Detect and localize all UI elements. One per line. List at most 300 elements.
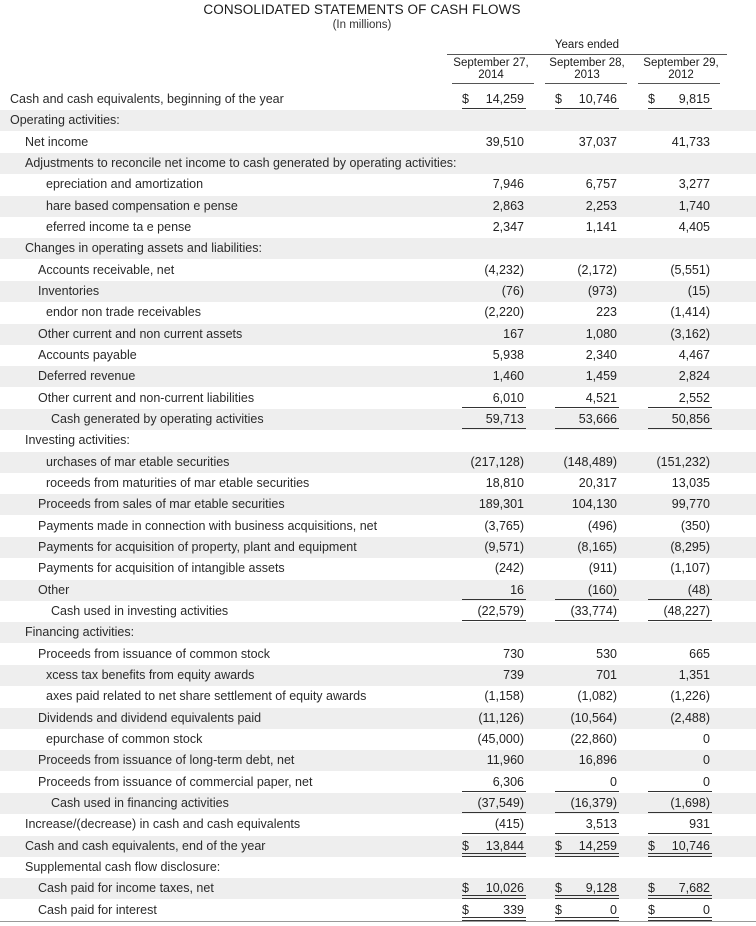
row-label: hare based compensation e pense bbox=[46, 198, 238, 213]
table-row bbox=[0, 644, 756, 665]
cell-value: 1,740 bbox=[678, 198, 710, 213]
cell-value: (415) bbox=[494, 817, 524, 832]
value-cell bbox=[555, 196, 617, 217]
cell-value: 11,960 bbox=[486, 753, 524, 768]
table-row bbox=[0, 537, 756, 558]
column-header-date: September 29, bbox=[643, 57, 719, 69]
row-label: Payments made in connection with business acquisitions, net bbox=[38, 518, 378, 533]
cell-value: 0 bbox=[610, 902, 617, 917]
cell-value: (973) bbox=[587, 284, 617, 298]
value-cell bbox=[648, 772, 710, 793]
cell-value: (3,765) bbox=[484, 518, 524, 533]
value-cell bbox=[555, 580, 617, 601]
value-cell bbox=[648, 430, 710, 451]
column-header-date: September 28, bbox=[549, 57, 625, 69]
value-cell bbox=[462, 793, 524, 814]
cell-value: 339 bbox=[503, 902, 524, 917]
table-row bbox=[0, 153, 756, 174]
cell-value: 104,130 bbox=[571, 497, 617, 512]
cell-value: 167 bbox=[503, 326, 524, 341]
dollar-sign: $ bbox=[555, 902, 562, 917]
cell-value: (1,158) bbox=[484, 689, 524, 704]
row-label: Cash and cash equivalents, end of the year bbox=[25, 838, 266, 853]
table-row bbox=[0, 409, 756, 430]
value-cell bbox=[555, 622, 617, 643]
value-cell bbox=[462, 302, 524, 323]
cell-value: 13,035 bbox=[671, 475, 710, 490]
value-cell bbox=[648, 814, 710, 835]
dollar-sign: $ bbox=[462, 902, 469, 917]
table-row bbox=[0, 260, 756, 281]
value-cell bbox=[648, 260, 710, 281]
table-row bbox=[0, 281, 756, 302]
cell-value: (242) bbox=[494, 561, 524, 576]
row-label: epreciation and amortization bbox=[46, 177, 204, 192]
cell-value: 701 bbox=[596, 667, 617, 682]
row-label: Accounts receivable, net bbox=[38, 262, 175, 277]
cell-value: 2,340 bbox=[585, 348, 617, 362]
value-cell bbox=[648, 473, 710, 494]
row-label: urchases of mar etable securities bbox=[46, 454, 230, 469]
table-row bbox=[0, 772, 756, 793]
value-cell bbox=[648, 537, 710, 558]
value-cell bbox=[555, 110, 617, 131]
years-ended-rule bbox=[447, 54, 727, 55]
value-cell bbox=[462, 196, 524, 217]
value-cell bbox=[555, 409, 617, 430]
table-row bbox=[0, 302, 756, 323]
dollar-sign: $ bbox=[462, 92, 469, 106]
value-cell bbox=[462, 750, 524, 771]
cell-value: 59,713 bbox=[485, 411, 524, 426]
cell-value: 665 bbox=[689, 646, 710, 661]
cell-value: 4,467 bbox=[678, 348, 710, 362]
value-cell bbox=[648, 153, 710, 174]
cell-value: 10,026 bbox=[485, 881, 524, 896]
cell-value: 3,513 bbox=[585, 817, 617, 832]
value-cell bbox=[555, 430, 617, 451]
row-label: Payments for acquisition of property, plant and equipment bbox=[38, 539, 357, 554]
value-cell bbox=[555, 153, 617, 174]
value-cell bbox=[555, 857, 617, 878]
cell-value: (350) bbox=[680, 518, 710, 533]
value-cell bbox=[648, 857, 710, 878]
cell-value: 6,010 bbox=[492, 390, 524, 405]
table-row bbox=[0, 750, 756, 771]
cell-value: 14,259 bbox=[578, 838, 617, 853]
cell-value: (4,232) bbox=[484, 262, 524, 277]
column-header-year: 2012 bbox=[668, 68, 694, 81]
row-label: Accounts payable bbox=[38, 348, 137, 362]
dollar-sign: $ bbox=[648, 838, 655, 853]
table-row bbox=[0, 110, 756, 131]
value-cell bbox=[555, 793, 617, 814]
cell-value: 4,405 bbox=[678, 220, 710, 234]
value-cell bbox=[555, 302, 617, 323]
row-label: Cash generated by operating activities bbox=[51, 411, 264, 426]
value-cell bbox=[462, 537, 524, 558]
row-label: Cash paid for income taxes, net bbox=[38, 881, 214, 896]
table-row bbox=[0, 388, 756, 409]
cell-value: (1,107) bbox=[670, 561, 710, 576]
table-row bbox=[0, 217, 756, 238]
cell-value: 1,459 bbox=[585, 369, 617, 384]
value-cell bbox=[462, 878, 524, 899]
value-cell bbox=[462, 772, 524, 793]
cell-value: 1,460 bbox=[492, 369, 524, 384]
cell-value: 223 bbox=[596, 305, 617, 320]
cell-value: (22,579) bbox=[477, 603, 524, 618]
cell-value: 9,128 bbox=[585, 881, 617, 896]
value-cell bbox=[648, 388, 710, 409]
value-cell bbox=[555, 132, 617, 153]
dollar-sign: $ bbox=[555, 838, 562, 853]
value-cell bbox=[648, 900, 710, 921]
cell-value: (5,551) bbox=[670, 262, 710, 277]
value-cell bbox=[555, 729, 617, 750]
table-row bbox=[0, 452, 756, 473]
dollar-sign: $ bbox=[462, 838, 469, 853]
value-cell bbox=[555, 174, 617, 195]
cell-value: 7,946 bbox=[492, 177, 524, 192]
value-cell bbox=[555, 558, 617, 579]
column-header-year: 2013 bbox=[574, 68, 600, 81]
cell-value: 16,896 bbox=[578, 753, 617, 768]
row-label: Inventories bbox=[38, 284, 100, 298]
table-row bbox=[0, 900, 756, 921]
value-cell bbox=[555, 473, 617, 494]
table-row bbox=[0, 814, 756, 835]
cell-value: 50,856 bbox=[671, 411, 710, 426]
cell-value: (48,227) bbox=[663, 603, 710, 618]
value-cell bbox=[462, 110, 524, 131]
dollar-sign: $ bbox=[648, 92, 655, 106]
table-row bbox=[0, 345, 756, 366]
column-header-year: 2014 bbox=[478, 68, 504, 81]
table-row bbox=[0, 836, 756, 857]
cell-value: 14,259 bbox=[485, 92, 524, 106]
cell-value: 18,810 bbox=[485, 475, 524, 490]
value-cell bbox=[648, 601, 710, 622]
value-cell bbox=[462, 430, 524, 451]
table-row bbox=[0, 601, 756, 622]
table-row bbox=[0, 580, 756, 601]
row-label: Adjustments to reconcile net income to cash generated by operating activities: bbox=[25, 156, 457, 170]
row-label: roceeds from maturities of mar etable securities bbox=[46, 475, 310, 490]
value-cell bbox=[462, 494, 524, 515]
cell-value: 2,824 bbox=[678, 369, 710, 384]
cell-value: (9,571) bbox=[484, 539, 524, 554]
cell-value: 41,733 bbox=[671, 134, 710, 149]
row-label: Supplemental cash flow disclosure: bbox=[25, 859, 221, 874]
value-cell bbox=[462, 473, 524, 494]
row-label: Payments for acquisition of intangible assets bbox=[38, 561, 285, 576]
row-label: Operating activities: bbox=[10, 113, 120, 128]
table-row bbox=[0, 708, 756, 729]
value-cell bbox=[555, 324, 617, 345]
value-cell bbox=[462, 665, 524, 686]
row-label: Net income bbox=[25, 134, 89, 149]
value-cell bbox=[648, 580, 710, 601]
cell-value: 730 bbox=[503, 646, 524, 661]
statement-title: CONSOLIDATED STATEMENTS OF CASH FLOWS bbox=[203, 2, 521, 17]
value-cell bbox=[555, 537, 617, 558]
value-cell bbox=[555, 708, 617, 729]
cell-value: (1,414) bbox=[670, 305, 710, 320]
table-row bbox=[0, 686, 756, 707]
value-cell bbox=[648, 366, 710, 387]
value-cell bbox=[462, 857, 524, 878]
value-cell bbox=[648, 89, 710, 110]
value-cell bbox=[462, 388, 524, 409]
cell-value: 0 bbox=[703, 902, 710, 917]
value-cell bbox=[462, 708, 524, 729]
value-cell bbox=[648, 750, 710, 771]
row-label: Dividends and dividend equivalents paid bbox=[38, 710, 262, 725]
value-cell bbox=[555, 260, 617, 281]
cell-value: (1,226) bbox=[670, 689, 710, 704]
cell-value: (8,295) bbox=[670, 539, 710, 554]
value-cell bbox=[555, 89, 617, 110]
cell-value: (37,549) bbox=[477, 795, 524, 810]
cell-value: 37,037 bbox=[578, 134, 617, 149]
row-label: xcess tax benefits from equity awards bbox=[46, 667, 255, 682]
value-cell bbox=[648, 238, 710, 259]
value-cell bbox=[555, 836, 617, 857]
value-cell bbox=[648, 793, 710, 814]
value-cell bbox=[462, 89, 524, 110]
table-row bbox=[0, 89, 756, 110]
cell-value: (2,220) bbox=[484, 305, 524, 320]
value-cell bbox=[555, 452, 617, 473]
dollar-sign: $ bbox=[462, 881, 469, 896]
value-cell bbox=[648, 708, 710, 729]
value-cell bbox=[648, 217, 710, 238]
cell-value: 2,347 bbox=[492, 220, 524, 234]
value-cell bbox=[462, 622, 524, 643]
value-cell bbox=[462, 281, 524, 302]
table-row bbox=[0, 430, 756, 451]
page-bottom-rule bbox=[0, 921, 756, 922]
value-cell bbox=[462, 516, 524, 537]
cell-value: (76) bbox=[501, 284, 524, 298]
row-label: Changes in operating assets and liabilities: bbox=[25, 241, 262, 256]
value-cell bbox=[462, 644, 524, 665]
value-cell bbox=[648, 558, 710, 579]
value-cell bbox=[555, 644, 617, 665]
cell-value: (1,698) bbox=[670, 795, 710, 810]
cell-value: (11,126) bbox=[478, 710, 524, 725]
cell-value: 6,306 bbox=[492, 774, 524, 789]
table-row bbox=[0, 196, 756, 217]
value-cell bbox=[648, 665, 710, 686]
dollar-sign: $ bbox=[555, 92, 562, 106]
value-cell bbox=[555, 516, 617, 537]
value-cell bbox=[462, 324, 524, 345]
cell-value: 39,510 bbox=[485, 134, 524, 149]
statement-subtitle: (In millions) bbox=[332, 19, 392, 31]
value-cell bbox=[462, 238, 524, 259]
row-label: Proceeds from issuance of commercial paper, net bbox=[38, 774, 313, 789]
value-cell bbox=[648, 729, 710, 750]
cell-value: 16 bbox=[510, 582, 524, 597]
row-label: Other current and non current assets bbox=[38, 326, 243, 341]
cell-value: 739 bbox=[503, 667, 524, 682]
cell-value: 189,301 bbox=[478, 497, 524, 512]
value-cell bbox=[462, 260, 524, 281]
value-cell bbox=[648, 174, 710, 195]
value-cell bbox=[462, 345, 524, 366]
value-cell bbox=[648, 324, 710, 345]
row-label: Increase/(decrease) in cash and cash equivalents bbox=[25, 817, 301, 832]
value-cell bbox=[648, 409, 710, 430]
table-row bbox=[0, 174, 756, 195]
cell-value: 5,938 bbox=[492, 348, 524, 362]
value-cell bbox=[462, 601, 524, 622]
cell-value: (2,172) bbox=[577, 262, 617, 277]
value-cell bbox=[555, 601, 617, 622]
row-label: Proceeds from issuance of long-term debt, net bbox=[38, 753, 295, 768]
row-label: Other bbox=[38, 582, 70, 597]
value-cell bbox=[462, 452, 524, 473]
cell-value: 99,770 bbox=[671, 497, 710, 512]
value-cell bbox=[648, 196, 710, 217]
cell-value: (15) bbox=[687, 284, 710, 298]
value-cell bbox=[462, 409, 524, 430]
column-header-rule bbox=[452, 83, 534, 84]
value-cell bbox=[648, 345, 710, 366]
table-row bbox=[0, 665, 756, 686]
value-cell bbox=[462, 366, 524, 387]
value-cell bbox=[555, 388, 617, 409]
value-cell bbox=[648, 644, 710, 665]
table-row bbox=[0, 494, 756, 515]
row-label: epurchase of common stock bbox=[46, 731, 203, 746]
dollar-sign: $ bbox=[555, 881, 562, 896]
column-header-date: September 27, bbox=[453, 57, 529, 69]
value-cell bbox=[648, 281, 710, 302]
cell-value: (911) bbox=[588, 561, 617, 576]
cell-value: (22,860) bbox=[570, 731, 617, 746]
cell-value: (496) bbox=[587, 518, 617, 533]
value-cell bbox=[462, 580, 524, 601]
cell-value: 931 bbox=[689, 817, 710, 832]
value-cell bbox=[555, 772, 617, 793]
value-cell bbox=[648, 516, 710, 537]
table-row bbox=[0, 878, 756, 899]
cell-value: 1,141 bbox=[585, 220, 617, 234]
value-cell bbox=[555, 900, 617, 921]
value-cell bbox=[648, 110, 710, 131]
cell-value: (45,000) bbox=[477, 731, 524, 746]
cell-value: 0 bbox=[703, 774, 710, 789]
value-cell bbox=[462, 217, 524, 238]
cell-value: (151,232) bbox=[656, 454, 710, 469]
value-cell bbox=[648, 878, 710, 899]
row-label: Deferred revenue bbox=[38, 369, 136, 384]
table-row bbox=[0, 324, 756, 345]
row-label: Proceeds from sales of mar etable securities bbox=[38, 497, 285, 512]
value-cell bbox=[555, 814, 617, 835]
cell-value: 10,746 bbox=[578, 92, 617, 106]
table-row bbox=[0, 516, 756, 537]
value-cell bbox=[555, 665, 617, 686]
cell-value: 2,552 bbox=[678, 390, 710, 405]
table-row bbox=[0, 473, 756, 494]
row-label: Investing activities: bbox=[25, 433, 130, 448]
table-row bbox=[0, 366, 756, 387]
cell-value: (2,488) bbox=[670, 710, 710, 725]
cell-value: (10,564) bbox=[570, 710, 617, 725]
cell-value: 3,277 bbox=[678, 177, 710, 192]
cell-value: 13,844 bbox=[485, 838, 524, 853]
value-cell bbox=[462, 132, 524, 153]
cell-value: 6,757 bbox=[585, 177, 617, 192]
cell-value: 20,317 bbox=[578, 475, 617, 490]
cell-value: 1,080 bbox=[585, 326, 617, 341]
table-row bbox=[0, 132, 756, 153]
row-label: Cash and cash equivalents, beginning of the year bbox=[10, 92, 284, 106]
column-header-rule bbox=[545, 83, 627, 84]
cell-value: 7,682 bbox=[678, 881, 710, 896]
row-label: eferred income ta e pense bbox=[46, 220, 192, 234]
cell-value: 2,863 bbox=[492, 198, 524, 213]
value-cell bbox=[462, 814, 524, 835]
value-cell bbox=[462, 153, 524, 174]
table-row bbox=[0, 793, 756, 814]
cell-value: (160) bbox=[587, 582, 617, 597]
row-label: axes paid related to net share settlement of equity awards bbox=[46, 689, 367, 704]
value-cell bbox=[462, 174, 524, 195]
cell-value: (8,165) bbox=[577, 539, 617, 554]
value-cell bbox=[648, 686, 710, 707]
row-label: Other current and non-current liabilities bbox=[38, 390, 255, 405]
row-label: Cash used in investing activities bbox=[51, 603, 229, 618]
cell-value: (33,774) bbox=[570, 603, 617, 618]
table-row bbox=[0, 622, 756, 643]
column-header-2012 bbox=[637, 58, 725, 81]
cell-value: (148,489) bbox=[563, 454, 617, 469]
value-cell bbox=[555, 750, 617, 771]
row-label: Cash used in financing activities bbox=[51, 795, 229, 810]
cell-value: (217,128) bbox=[470, 454, 524, 469]
row-label: Proceeds from issuance of common stock bbox=[38, 646, 271, 661]
value-cell bbox=[555, 878, 617, 899]
years-ended-header: Years ended bbox=[554, 39, 620, 51]
cell-value: (1,082) bbox=[577, 689, 617, 704]
cell-value: 0 bbox=[703, 753, 710, 768]
cell-value: 53,666 bbox=[578, 411, 617, 426]
column-header-2014 bbox=[447, 58, 535, 81]
cell-value: 2,253 bbox=[585, 198, 617, 213]
value-cell bbox=[648, 132, 710, 153]
value-cell bbox=[555, 281, 617, 302]
cell-value: (48) bbox=[687, 582, 710, 597]
cell-value: 0 bbox=[703, 731, 710, 746]
cell-value: (16,379) bbox=[570, 795, 617, 810]
value-cell bbox=[555, 686, 617, 707]
row-label: endor non trade receivables bbox=[46, 305, 201, 320]
cell-value: 4,521 bbox=[585, 390, 617, 405]
cell-value: (3,162) bbox=[670, 326, 710, 341]
value-cell bbox=[648, 622, 710, 643]
value-cell bbox=[555, 238, 617, 259]
cell-value: 530 bbox=[596, 646, 617, 661]
table-row bbox=[0, 729, 756, 750]
cell-value: 0 bbox=[610, 774, 617, 789]
dollar-sign: $ bbox=[648, 902, 655, 917]
table-row bbox=[0, 238, 756, 259]
